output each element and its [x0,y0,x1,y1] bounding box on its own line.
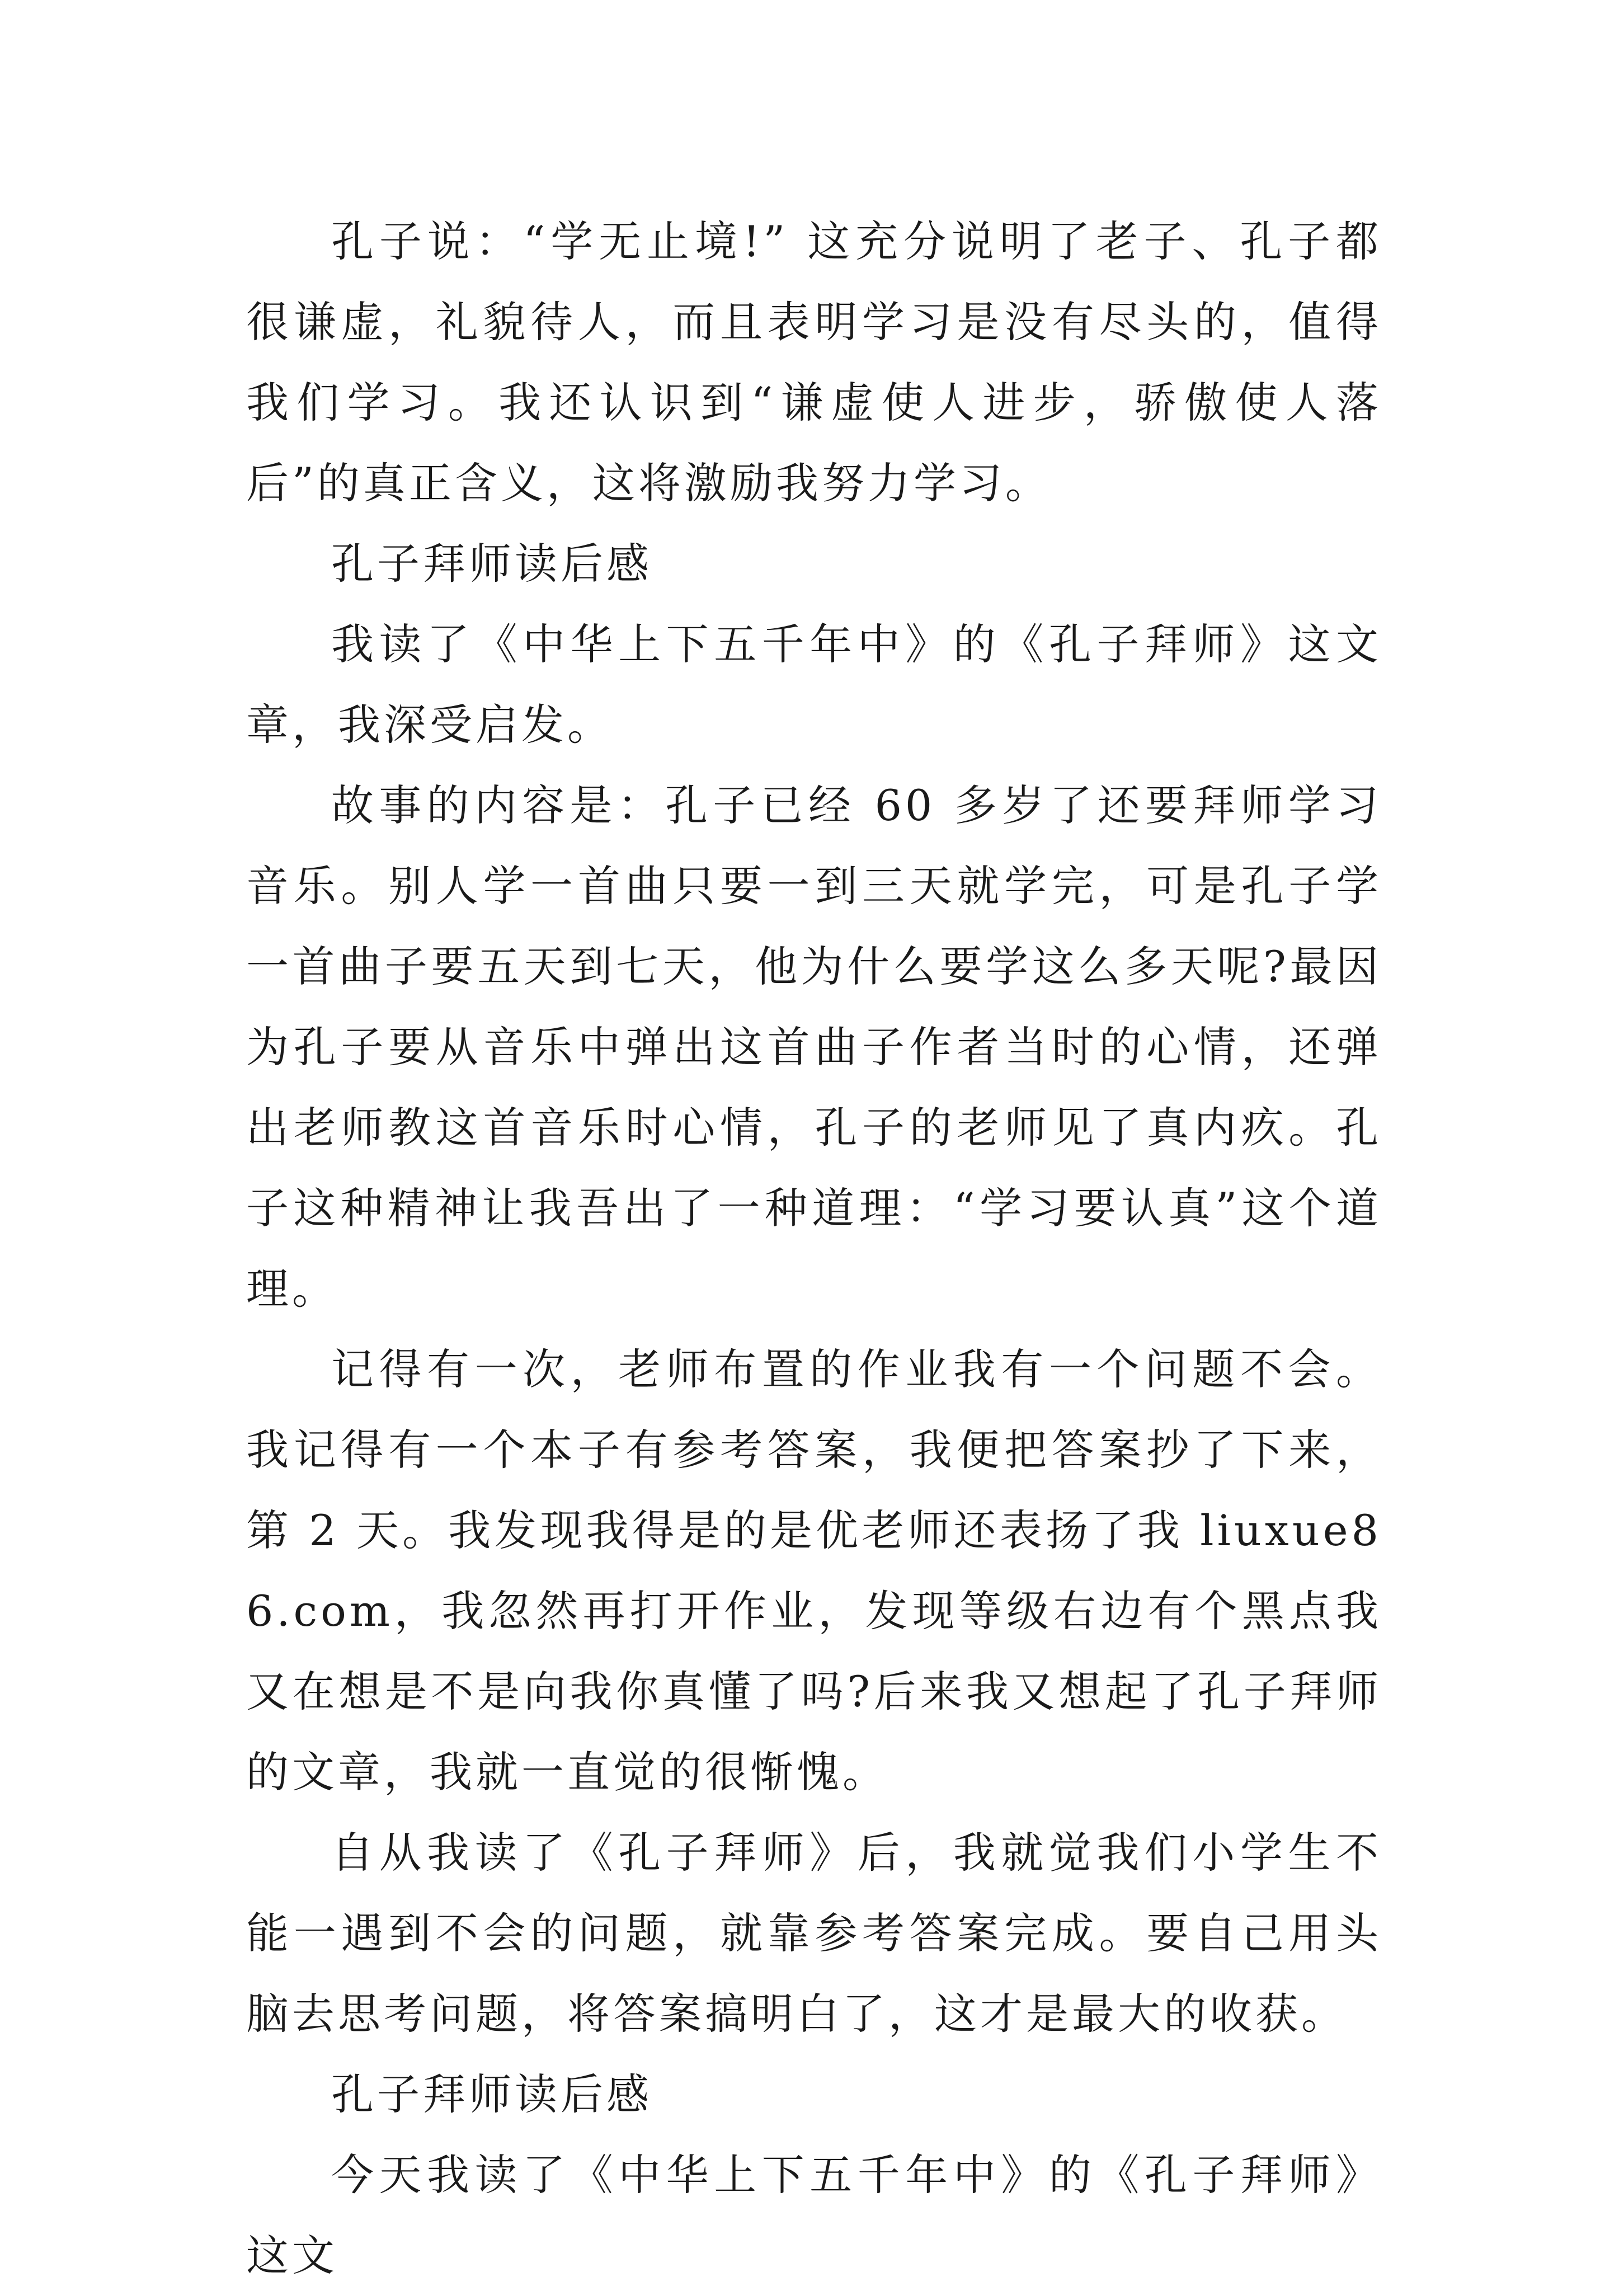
section-heading: 孔子拜师读后感 [331,2069,652,2119]
paragraph: 自从我读了《孔子拜师》后，我就觉我们小学生不能一遇到不会的问题，就靠参考答案完成。要自己用头脑去思考问题，将答案搞明白了，这才是最大的收获。 [246,1828,1382,2039]
document-body [246,201,1382,2296]
paragraph: 记得有一次，老师布置的作业我有一个问题不会。我记得有一个本子有参考答案，我便把答案抄了下来，第 2 天。我发现我得是的是优老师还表扬了我 liuxue86.com，我忽然再打开作业，发现等级右边有个黑点我又在想是不是向我你真懂了吗?后来我又想起了孔子拜师的文章，我就一直觉的很惭愧。 [246,1344,1382,1797]
section-heading: 孔子拜师读后感 [331,539,652,589]
paragraph: 今天我读了《中华上下五千年中》的《孔子拜师》这文 [246,2150,1382,2280]
paragraph-continuation: 孔子说：“学无止境!” 这充分说明了老子、孔子都很谦虚，礼貌待人，而且表明学习是没有尽头的，值得我们学习。我还认识到“谦虚使人进步，骄傲使人落后”的真正含义，这将激励我努力学习。 [246,217,1382,508]
paragraph: 故事的内容是：孔子已经 60 多岁了还要拜师学习音乐。别人学一首曲只要一到三天就学完，可是孔子学一首曲子要五天到七天，他为什么要学这么多天呢?最因为孔子要从音乐中弹出这首曲子作者当时的心情，还弹出老师教这首音乐时心情，孔子的老师见了真内疚。孔子这种精神让我吾出了一种道理：“学习要认真”这个道理。 [246,780,1382,1314]
paragraph: 我读了《中华上下五千年中》的《孔子拜师》这文章，我深受启发。 [246,619,1382,750]
